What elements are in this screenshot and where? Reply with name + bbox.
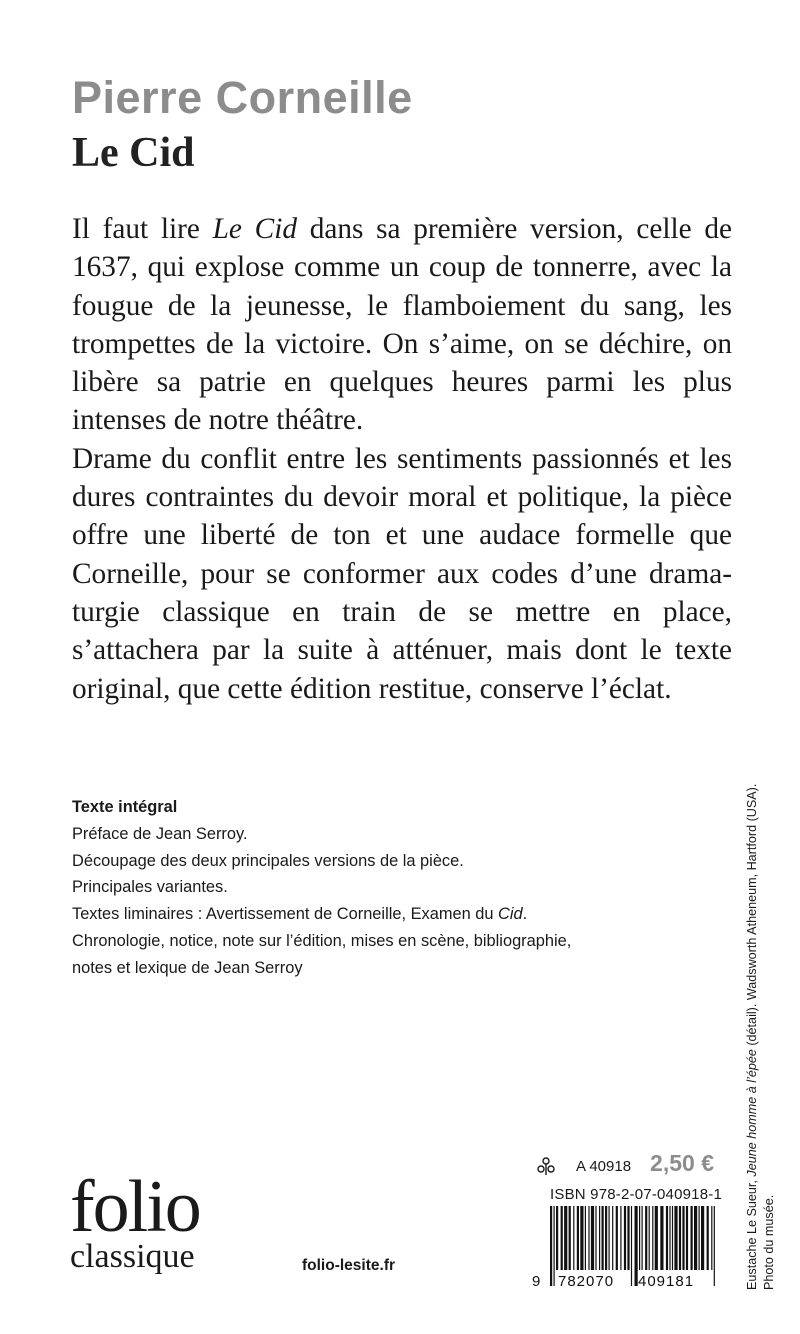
barcode-bar <box>707 1206 709 1270</box>
contents-line: notes et lexique de Jean Serroy <box>72 958 303 977</box>
barcode-bar <box>652 1206 653 1270</box>
barcode-bar <box>624 1206 626 1270</box>
fleur-ornament-icon <box>536 1156 556 1176</box>
contents-line: Chronologie, notice, note sur l’édition, mises en scène, bibliographie, <box>72 931 572 950</box>
barcode-bar <box>666 1206 668 1270</box>
price-row <box>536 1150 718 1182</box>
barcode-bar <box>682 1206 684 1270</box>
blurb-paragraph-1: Il faut lire Le Cid dans sa première version, celle de 1637, qui explose comme un coup de tonnerre, avec la fougue de la jeunesse, le flamboiement du sang, les trompettes de la victoire. On s’aime, on se déchire, on libère sa patrie en quelques heures parmi les plus intenses de notre théâtre. <box>72 213 732 437</box>
barcode-bar <box>701 1206 704 1270</box>
barcode-bar <box>631 1206 632 1286</box>
barcode-digits-right: 409181 <box>638 1273 695 1290</box>
barcode-bar <box>602 1206 604 1270</box>
edition-contents <box>72 794 712 982</box>
barcode-bar <box>620 1206 621 1270</box>
credit-line: Photo du musée. <box>762 1194 776 1290</box>
back-cover-blurb <box>72 210 732 708</box>
barcode-bar <box>588 1206 589 1270</box>
contents-heading: Texte intégral <box>72 798 178 816</box>
barcode-bar <box>599 1206 600 1270</box>
barcode-bar <box>554 1206 555 1286</box>
contents-line: Textes liminaires : Avertissement de Corneille, Examen du Cid. <box>72 905 528 924</box>
barcode-bar <box>672 1206 673 1270</box>
barcode-bar <box>556 1206 558 1270</box>
catalog-code: A 40918 <box>576 1158 632 1175</box>
contents-line: Découpage des deux principales versions de la pièce. <box>72 851 464 870</box>
barcode-bar <box>585 1206 586 1270</box>
book-title: Le Cid <box>72 130 195 176</box>
contents-line: Principales variantes. <box>72 878 228 897</box>
credit-line: Eustache Le Sueur, Jeune homme à l’épée (détail). Wadsworth Atheneum, Hartford (USA). <box>745 783 759 1290</box>
barcode-bar <box>580 1206 583 1270</box>
barcode-bar <box>612 1206 613 1270</box>
author-name: Pierre Corneille <box>72 72 413 123</box>
barcode-bar <box>591 1206 594 1270</box>
website-link[interactable]: folio-lesite.fr <box>302 1257 396 1274</box>
barcode-bar <box>569 1206 571 1270</box>
barcode-bar <box>655 1206 658 1270</box>
folio-classique-logo <box>70 1166 200 1275</box>
barcode-digits-left: 782070 <box>558 1273 615 1290</box>
barcode-bar <box>645 1206 647 1270</box>
barcode-bar <box>694 1206 697 1270</box>
barcode-bar <box>714 1206 715 1286</box>
barcode-bar <box>550 1206 552 1286</box>
barcode-bar <box>595 1206 596 1270</box>
barcode-bar <box>639 1206 640 1270</box>
blurb-title-italic: Le Cid <box>212 213 297 245</box>
barcode-digit-lead: 9 <box>532 1273 541 1290</box>
barcode-bar <box>669 1206 670 1270</box>
barcode <box>530 1204 720 1290</box>
barcode-bar <box>686 1206 688 1270</box>
barcode-bar <box>605 1206 607 1270</box>
barcode-bar <box>660 1206 663 1270</box>
barcode-bar <box>609 1206 610 1270</box>
barcode-bar <box>616 1206 618 1270</box>
barcode-bar <box>642 1206 643 1270</box>
barcode-bar <box>674 1206 677 1270</box>
barcode-bar <box>711 1206 712 1270</box>
blurb-paragraph-2: Drame du conflit entre les sentiments passionnés et les dures contraintes du devoir moral et politique, la pièce offre une liberté de ton et une audace formelle que Corneille, pour se conformer aux codes d’une dramaturgie classique en train de se mettre en place, s’attachera par la suite à atténuer, mais dont le texte original, que cette édition restitue, conserve l’éclat. <box>72 442 732 705</box>
barcode-bar <box>564 1206 567 1270</box>
barcode-bar <box>577 1206 579 1270</box>
barcode-bar <box>561 1206 563 1270</box>
logo-folio: folio <box>70 1166 200 1248</box>
barcode-bar <box>649 1206 650 1270</box>
image-credit <box>744 750 780 1290</box>
barcode-bar <box>679 1206 681 1270</box>
price: 2,50 € <box>650 1150 714 1176</box>
barcode-bar <box>691 1206 693 1270</box>
barcode-bar <box>699 1206 700 1270</box>
barcode-bar <box>573 1206 574 1270</box>
isbn: ISBN 978-2-07-040918-1 <box>550 1186 723 1203</box>
contents-line: Préface de Jean Serroy. <box>72 824 248 843</box>
barcode-bar <box>627 1206 629 1270</box>
logo-classique: classique <box>70 1238 195 1275</box>
